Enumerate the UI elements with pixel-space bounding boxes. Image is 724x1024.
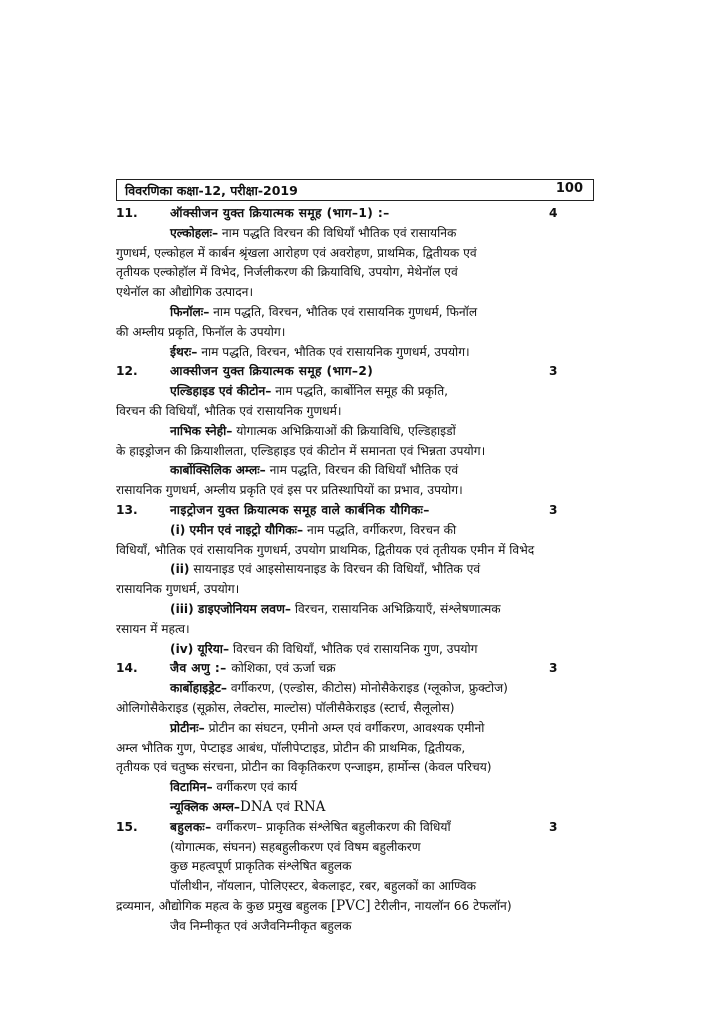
paragraph-line: तृतीयक एवं चतुष्क संरचना, प्रोटीन का विकृतिकरण एन्जाइम, हार्मोन्स (केवल परिचय) (116, 760, 492, 775)
section-title-line (170, 818, 451, 838)
paragraph-line: अम्ल भौतिक गुण, पेप्टाइड आबंध, पॉलीपेप्टाइड, प्रोटीन की प्राथमिक, द्वितीयक, (116, 740, 466, 755)
section-title-rest: वर्गीकरण– प्राकृतिक संश्लेषित बहुलीकरण की विधियाँ (216, 819, 451, 834)
topic-term: फिनॉलः– (170, 304, 210, 319)
syllabus-content (116, 204, 596, 936)
section-title: नाइट्रोजन युक्त क्रियात्मक समूह वाले कार्बनिक यौगिकः– (170, 502, 430, 517)
section-marks: 3 (549, 819, 558, 834)
paragraph-line: कुछ महत्वपूर्ण प्राकृतिक संश्लेषित बहुलक (170, 859, 352, 874)
paragraph-line: प्रोटीनः– प्रोटीन का संघटन, एमीनो अम्ल एवं वर्गीकरण, आवश्यक एमीनो (170, 720, 485, 735)
section-number: 11. (116, 206, 138, 220)
paragraph-line: के हाइड्रोजन की क्रियाशीलता, एल्डिहाइड एवं कीटोन में समानता एवं भिन्नता उपयोग। (116, 443, 486, 458)
section-12-heading (116, 362, 596, 382)
topic-term: कार्बोक्सिलिक अम्लः– (170, 463, 266, 478)
section-number: 13. (116, 502, 138, 517)
topic-term: प्रोटीनः– (170, 720, 205, 735)
paragraph-line: (iv) यूरिया– विरचन की विधियाँ, भौतिक एवं रासायनिक गुण, उपयोग (170, 641, 478, 656)
paragraph-line: एथेनॉल का औद्योगिक उत्पादन। (116, 285, 254, 300)
paragraph-line: कार्बोक्सिलिक अम्लः– नाम पद्धति, विरचन की विधियाँ भौतिक एवं (170, 463, 459, 478)
topic-term: (i) एमीन एवं नाइट्रो यौगिकः– (170, 522, 304, 537)
section-number: 12. (116, 364, 138, 379)
paragraph-line: विरचन की विधियाँ, भौतिक एवं रासायनिक गुणधर्म। (116, 403, 342, 418)
paragraph-line: कार्बोहाइड्रेट– वर्गीकरण, (एल्डोस, कीटोस) मोनोसैकेराइड (ग्लूकोज, फ्रुक्टोज) (170, 681, 508, 696)
section-title: आक्सीजन युक्त क्रियात्मक समूह (भाग–2) (170, 364, 374, 379)
topic-term: (ii) (170, 562, 190, 577)
topic-term: (iv) यूरिया– (170, 641, 230, 656)
topic-term: ईथरः– (170, 344, 198, 359)
section-marks: 4 (549, 206, 558, 220)
section-number: 15. (116, 819, 138, 834)
paragraph-line: पॉलीथीन, नॉयलान, पोलिएस्टर, बेकलाइट, रबर, बहुलकों का आण्विक (170, 879, 477, 894)
header-title: विवरणिका कक्षा-12, परीक्षा-2019 (125, 183, 298, 198)
paragraph-line: रासायनिक गुणधर्म, उपयोग। (116, 582, 240, 597)
section-title-rest: कोशिका, एवं ऊर्जा चक्र (231, 661, 336, 676)
paragraph-line: एल्कोहलः– नाम पद्धति विरचन की विधियाँ भौतिक एवं रासायनिक (170, 225, 457, 240)
section-marks: 3 (549, 364, 558, 379)
section-11-heading (116, 204, 596, 224)
topic-term: एल्डिहाइड एवं कीटोन– (170, 384, 272, 399)
paragraph-line: ईथरः– नाम पद्धति, विरचन, भौतिक एवं रासायनिक गुणधर्म, उपयोग। (170, 344, 470, 359)
paragraph-line: (iii) डाइएजोनियम लवण– विरचन, रासायनिक अभिक्रियाएँ, संश्लेषणात्मक (170, 601, 501, 616)
topic-term: न्यूक्लिक अम्ल– (170, 799, 241, 814)
page-header (116, 179, 594, 201)
section-marks: 3 (549, 661, 558, 676)
paragraph-line: (योगात्मक, संघनन) सहबहुलीकरण एवं विषम बहुलीकरण (170, 839, 421, 854)
paragraph-line: तृतीयक एल्कोहॉल में विभेद, निर्जलीकरण की क्रियाविधि, उपयोग, मेथेनॉल एवं (116, 265, 458, 280)
section-number: 14. (116, 661, 138, 676)
topic-term: विटामिन– (170, 780, 213, 795)
paragraph-line: रसायन में महत्व। (116, 621, 190, 636)
paragraph-line: फिनॉलः– नाम पद्धति, विरचन, भौतिक एवं रासायनिक गुणधर्म, फिनॉल (170, 304, 478, 319)
paragraph-line: द्रव्यमान, औद्योगिक महत्व के कुछ प्रमुख बहुलक [PVC] टेरीलीन, नायलॉन 66 टेफलॉन) (116, 897, 512, 914)
topic-term: नाभिक स्नेही– (170, 423, 233, 438)
paragraph-line: विटामिन– वर्गीकरण एवं कार्य (170, 780, 298, 795)
paragraph-line: एल्डिहाइड एवं कीटोन– नाम पद्धति, कार्बोनिल समूह की प्रकृति, (170, 384, 449, 399)
section-marks: 3 (549, 502, 558, 517)
section-title: जैव अणु :– (170, 661, 227, 676)
section-13-heading (116, 501, 596, 521)
paragraph-line: गुणधर्म, एल्कोहल में कार्बन श्रृंखला आरोहण एवं अवरोहण, प्राथमिक, द्वितीयक एवं (116, 245, 477, 260)
page-number: 100 (555, 181, 583, 196)
paragraph-line: की अम्लीय प्रकृति, फिनॉल के उपयोग। (116, 324, 286, 339)
section-15-heading (116, 818, 596, 838)
section-14-heading (116, 659, 596, 679)
paragraph-line: ओलिगोसैकेराइड (सूक्रोस, लेक्टोस, माल्टोस) पॉलीसैकेराइड (स्टार्च, सैलूलोस) (116, 700, 455, 715)
section-title: ऑक्सीजन युक्त क्रियात्मक समूह (भाग–1) :– (170, 206, 390, 220)
topic-term: एल्कोहलः– (170, 225, 219, 240)
topic-term: कार्बोहाइड्रेट– (170, 681, 228, 696)
paragraph-line: (ii) सायनाइड एवं आइसोसायनाइड के विरचन की विधियाँ, भौतिक एवं (170, 562, 481, 577)
paragraph-line: रासायनिक गुणधर्म, अम्लीय प्रकृति एवं इस पर प्रतिस्थापियों का प्रभाव, उपयोग। (116, 483, 463, 498)
paragraph-line: नाभिक स्नेही– योगात्मक अभिक्रियाओं की क्रियाविधि, एल्डिहाइडों (170, 423, 456, 438)
paragraph-line: (i) एमीन एवं नाइट्रो यौगिकः– नाम पद्धति, वर्गीकरण, विरचन की (170, 522, 457, 537)
section-title: बहुलकः– (170, 819, 212, 834)
paragraph-line: जैव निम्नीकृत एवं अजैवनिम्नीकृत बहुलक (170, 918, 352, 933)
section-title-line (170, 659, 336, 679)
topic-term: (iii) डाइएजोनियम लवण– (170, 601, 291, 616)
paragraph-line: न्यूक्लिक अम्ल–DNA एवं RNA (170, 798, 326, 815)
paragraph-line: विधियाँ, भौतिक एवं रासायनिक गुणधर्म, उपयोग प्राथमिक, द्वितीयक एवं तृतीयक एमीन में विभेद (116, 542, 535, 557)
